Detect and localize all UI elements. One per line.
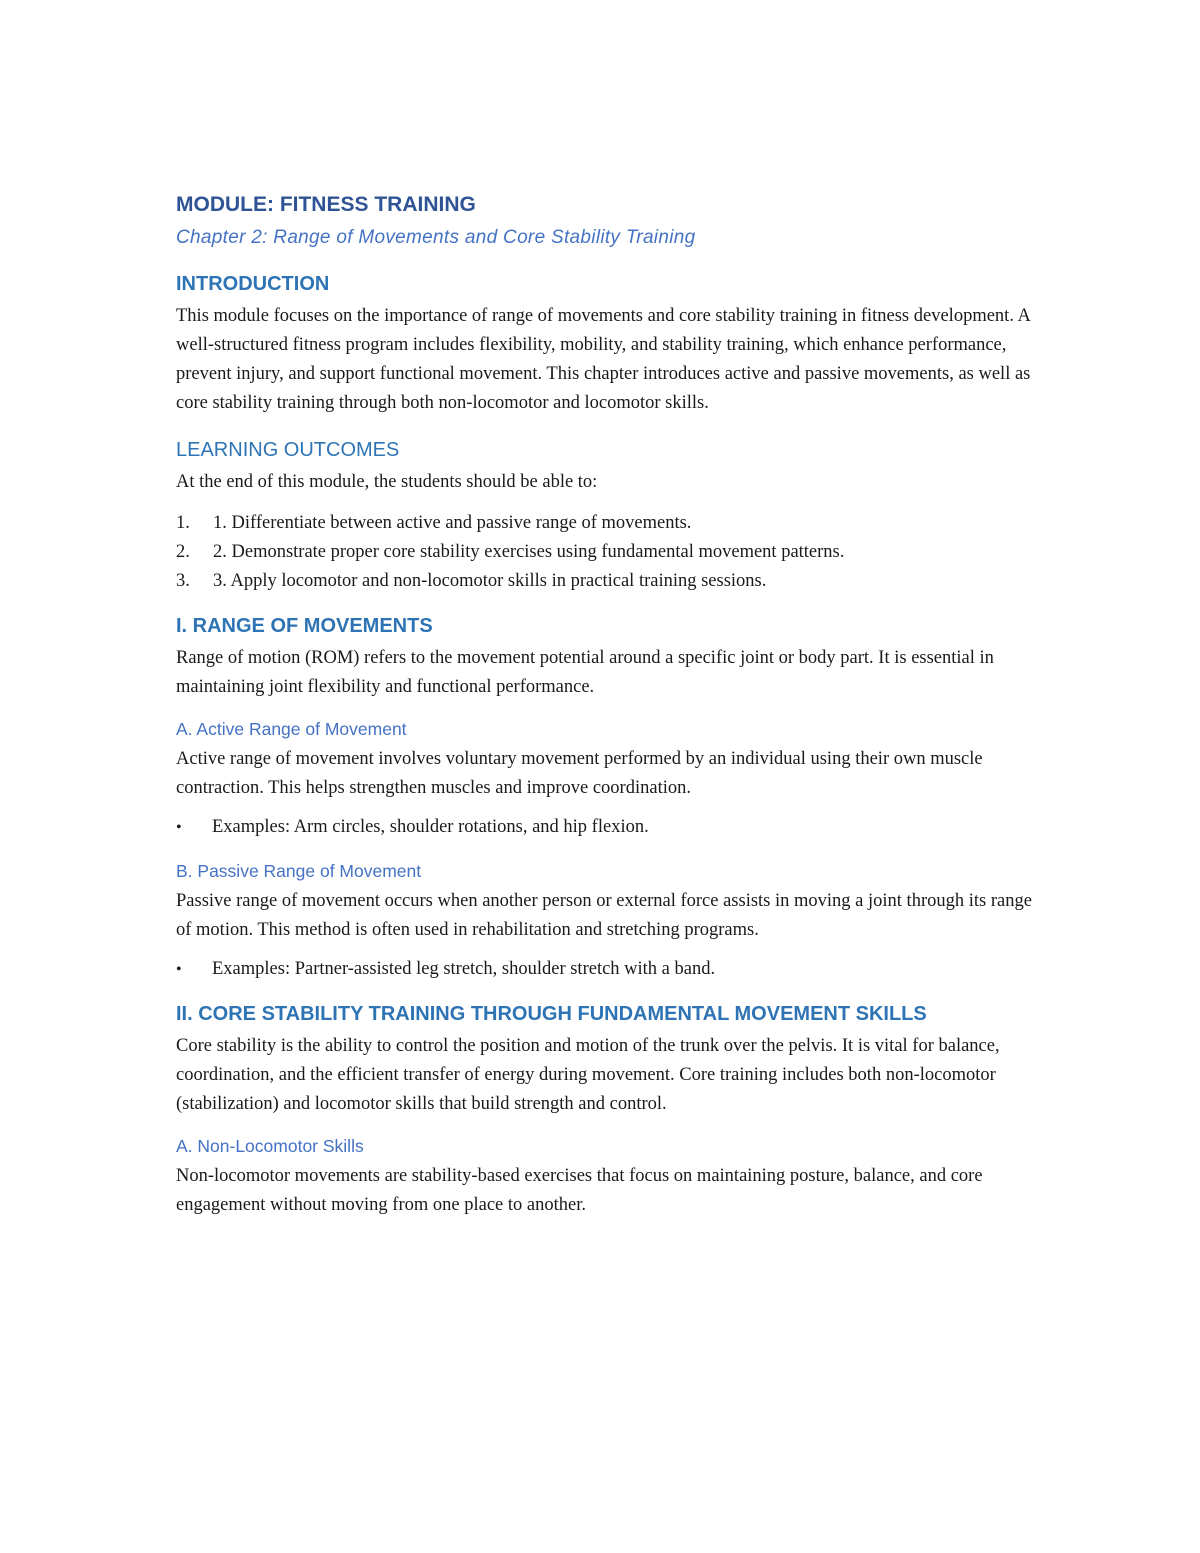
- active-range-heading: A. Active Range of Movement: [176, 719, 407, 739]
- passive-range-body: Passive range of movement occurs when another person or external force assists in moving a joint through its range of motion. This method is often used in rehabilitation and stretching programs.: [176, 891, 1032, 940]
- bullet-icon: •: [176, 819, 182, 836]
- non-locomotor-heading: A. Non-Locomotor Skills: [176, 1136, 364, 1156]
- module-title: MODULE: FITNESS TRAINING: [176, 193, 476, 216]
- list-item-text: 1. Differentiate between active and passive range of movements.: [213, 513, 692, 533]
- introduction-heading: INTRODUCTION: [176, 273, 330, 295]
- core-stability-body: Core stability is the ability to control the position and motion of the trunk over the pelvis. It is vital for balance, coordination, and the efficient transfer of energy during movement. Core training includes both non-locomotor (stabilization) and locomotor skills that build strength and control.: [176, 1036, 1000, 1114]
- introduction-body: This module focuses on the importance of range of movements and core stability training in fitness development. A well-structured fitness program includes flexibility, mobility, and stability training, which enhance performance, prevent injury, and support functional movement. This chapter introduces active and passive movements, as well as core stability training through both non-locomotor and locomotor skills.: [176, 306, 1031, 413]
- bullet-icon: •: [176, 961, 182, 978]
- passive-range-examples: [176, 955, 1036, 984]
- list-item-number: 3.: [176, 571, 190, 591]
- active-range-examples: [176, 813, 1036, 842]
- example-text: Examples: Partner-assisted leg stretch, shoulder stretch with a band.: [212, 959, 716, 979]
- list-item-text: 2. Demonstrate proper core stability exercises using fundamental movement patterns.: [213, 542, 845, 562]
- learning-outcomes-lead: At the end of this module, the students should be able to:: [176, 472, 598, 492]
- core-stability-heading: II. CORE STABILITY TRAINING THROUGH FUNDAMENTAL MOVEMENT SKILLS: [176, 1003, 927, 1025]
- example-text: Examples: Arm circles, shoulder rotations, and hip flexion.: [212, 817, 649, 837]
- list-item: [176, 813, 1036, 842]
- list-item: [176, 509, 1036, 538]
- non-locomotor-body: Non-locomotor movements are stability-based exercises that focus on maintaining posture, balance, and core engagement without moving from one place to another.: [176, 1166, 983, 1215]
- range-of-movements-heading: I. RANGE OF MOVEMENTS: [176, 615, 433, 637]
- learning-outcomes-heading: LEARNING OUTCOMES: [176, 439, 400, 461]
- list-item-number: 1.: [176, 513, 190, 533]
- document-page: [176, 190, 1036, 1238]
- learning-outcomes-list: [176, 509, 1036, 596]
- list-item: [176, 538, 1036, 567]
- list-item: [176, 567, 1036, 596]
- list-item-text: 3. Apply locomotor and non-locomotor skills in practical training sessions.: [213, 571, 767, 591]
- list-item: [176, 955, 1036, 984]
- passive-range-heading: B. Passive Range of Movement: [176, 861, 422, 881]
- range-of-movements-body: Range of motion (ROM) refers to the movement potential around a specific joint or body part. It is essential in maintaining joint flexibility and functional performance.: [176, 648, 994, 697]
- list-item-number: 2.: [176, 542, 190, 562]
- active-range-body: Active range of movement involves voluntary movement performed by an individual using their own muscle contraction. This helps strengthen muscles and improve coordination.: [176, 749, 983, 798]
- chapter-title: Chapter 2: Range of Movements and Core Stability Training: [176, 227, 696, 248]
